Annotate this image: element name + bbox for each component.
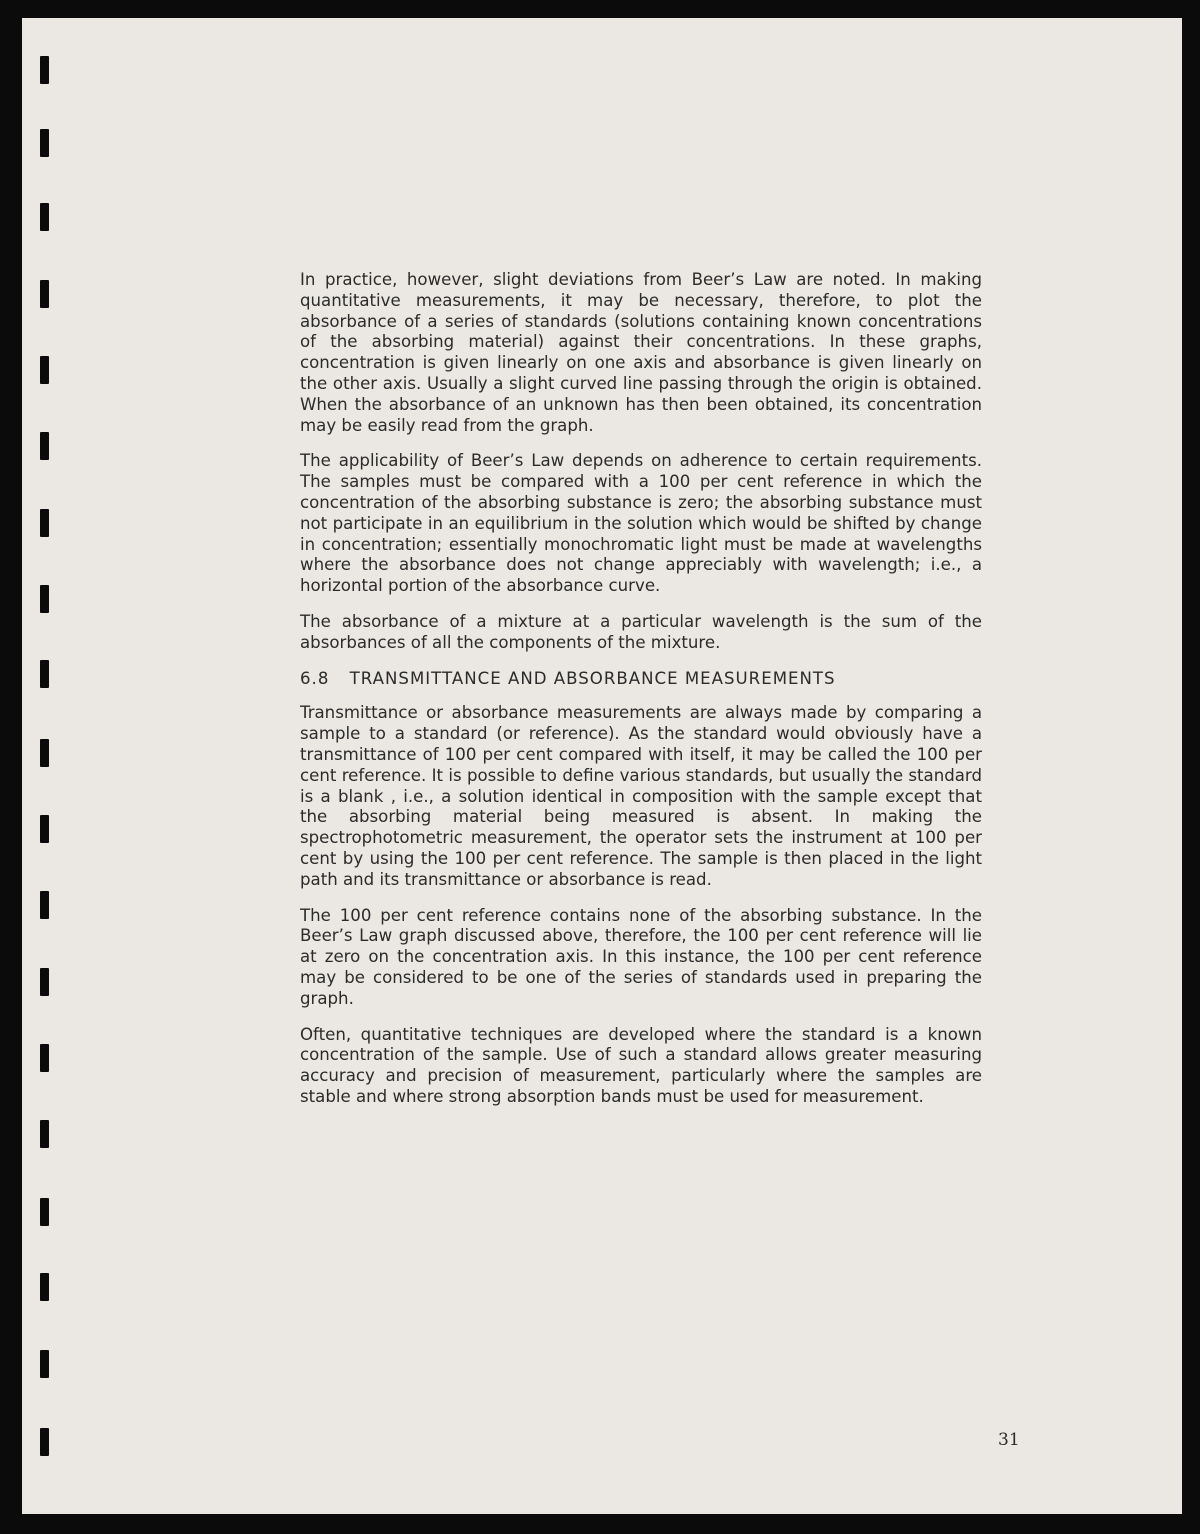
binding-hole: [40, 1350, 49, 1378]
body-text: [300, 270, 982, 1123]
binding-hole: [40, 1044, 49, 1072]
binding-hole: [40, 1273, 49, 1301]
binding-hole: [40, 585, 49, 613]
binding-hole: [40, 815, 49, 843]
binding-hole: [40, 129, 49, 157]
binding-hole: [40, 356, 49, 384]
binding-hole: [40, 660, 49, 688]
section-number: 6.8: [300, 668, 330, 688]
paragraph-reference-zero: The 100 per cent reference contains none of the absorbing substance. In the Beer’s Law graph discussed above, therefore, the 100 per cent reference will lie at zero on the concentration axis. In this instance, the 100 per cent reference may be considered to be one of the series of standards used in preparing the graph.: [300, 905, 982, 1008]
binding-hole: [40, 968, 49, 996]
binding-hole: [40, 203, 49, 231]
binding-hole: [40, 1120, 49, 1148]
binding-hole: [40, 432, 49, 460]
section-title: TRANSMITTANCE AND ABSORBANCE MEASUREMENTS: [349, 668, 836, 688]
binding-hole: [40, 56, 49, 84]
section-heading: [300, 669, 982, 690]
document-page: [22, 18, 1182, 1514]
binding-hole: [40, 280, 49, 308]
page-number: 31: [998, 1430, 1020, 1450]
paragraph-mixture-absorbance: The absorbance of a mixture at a particular wavelength is the sum of the absorbances of all the components of the mixture.: [300, 611, 982, 652]
binding-hole: [40, 509, 49, 537]
paragraph-known-standard: Often, quantitative techniques are developed where the standard is a known concentration of the sample. Use of such a standard allows greater measuring accuracy and precision of measurement, particularly where the samples are stable and where strong absorption bands must be used for measurement.: [300, 1024, 982, 1106]
paragraph-beers-law-deviations: In practice, however, slight deviations from Beer’s Law are noted. In making quantitative measurements, it may be necessary, therefore, to plot the absorbance of a series of standards (solutions containing known concentrations of the absorbing material) against their concentrations. In these graphs, concentration is given linearly on one axis and absorbance is given linearly on the other axis. Usually a slight curved line passing through the origin is obtained. When the absorbance of an unknown has then been obtained, its concentration may be easily read from the graph.: [300, 270, 982, 435]
paragraph-beers-law-applicability: The applicability of Beer’s Law depends on adherence to certain requirements. The samples must be compared with a 100 per cent reference in which the concentration of the absorbing substance is zero; the absorbing substance must not participate in an equilibrium in the solution which would be shifted by change in concentration; essentially monochromatic light must be made at wavelengths where the absorbance does not change appreciably with wavelength; i.e., a horizontal portion of the absorbance curve.: [300, 451, 982, 596]
binding-hole: [40, 891, 49, 919]
paragraph-measurement-reference: Transmittance or absorbance measurements are always made by comparing a sample to a standard (or reference). As the standard would obviously have a transmittance of 100 per cent compared with itself, it may be called the 100 per cent reference. It is possible to define various standards, but usually the standard is a blank , i.e., a solution identical in composition with the sample except that the absorbing material being measured is absent. In making the spectrophotometric measurement, the operator sets the instrument at 100 per cent by using the 100 per cent reference. The sample is then placed in the light path and its transmittance or absorbance is read.: [300, 703, 982, 889]
binding-hole: [40, 1198, 49, 1226]
binding-hole: [40, 1428, 49, 1456]
binding-hole: [40, 739, 49, 767]
